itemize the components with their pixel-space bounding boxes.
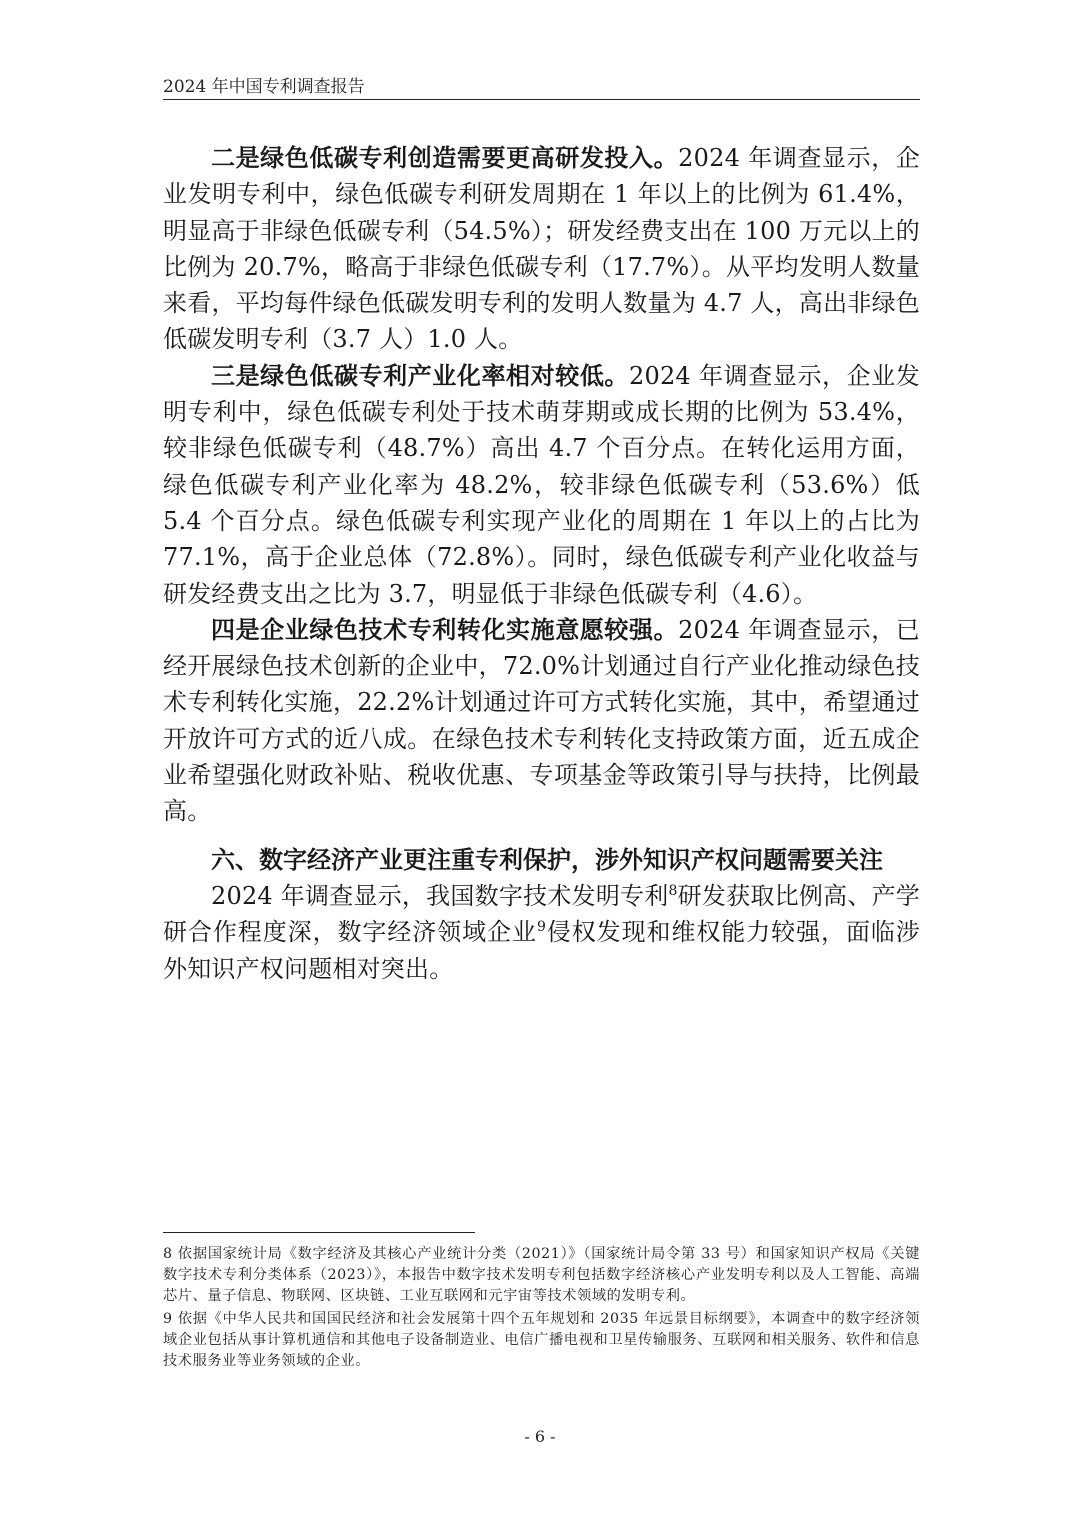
paragraph-green-rd-investment	[163, 140, 920, 358]
footnote-8	[163, 1244, 920, 1307]
section-heading: 六、数字经济产业更注重专利保护，涉外知识产权问题需要关注	[211, 845, 883, 874]
footnote-text: 依据国家统计局《数字经济及其核心产业统计分类（2021）》（国家统计局令第 33 号）和国家知识产权局《关键数字技术专利分类体系（2023）》，本报告中数字技术发明专利包括数字经济核心产业发明专利以及人工智能、高端芯片、量子信息、物联网、区块链、工业互联网和元宇宙等技术领域的发明专利。	[163, 1246, 920, 1304]
paragraph-lead: 二是绿色低碳专利创造需要更高研发投入。	[211, 144, 679, 172]
footnote-divider	[163, 1232, 475, 1233]
paragraph-lead: 三是绿色低碳专利产业化率相对较低。	[211, 361, 629, 390]
paragraph-text: 研发获取比例高、产学研合作程度深，数字经济领域企业	[163, 881, 921, 947]
paragraph-green-transfer-willingness	[163, 612, 920, 830]
paragraph-text: 2024 年调查显示，已经开展绿色技术创新的企业中，72.0%计划通过自行产业化推动绿色技术专利转化实施，22.2%计划通过许可方式转化实施，其中，希望通过开放许可方式的近八成。在绿色技术专利转化支持政策方面，近五成企业希望强化财政补贴、税收优惠、专项基金等政策引导与扶持，比例最高。	[163, 615, 920, 826]
header-divider	[163, 99, 920, 100]
footnotes	[163, 1244, 920, 1374]
paragraph-text: 侵权发现和维权能力较强，面临涉外知识产权问题相对突出。	[163, 918, 921, 983]
paragraph-lead: 四是企业绿色技术专利转化实施意愿较强。	[211, 615, 679, 644]
footnote-ref-8[interactable]: 8	[668, 882, 678, 899]
main-body	[163, 140, 920, 987]
footnote-number: 8	[163, 1246, 173, 1262]
running-header: 2024 年中国专利调查报告	[163, 77, 365, 97]
paragraph-text: 2024 年调查显示，企业发明专利中，绿色低碳专利研发周期在 1 年以上的比例为 61.4%，明显高于非绿色低碳专利（54.5%）；研发经费支出在 100 万元以上的比例为 20.7%，略高于非绿色低碳专利（17.7%）。从平均发明人数量来看，平均每件绿色低碳发明专利的发明人数量为 4.7 人，高出非绿色低碳发明专利（3.7 人）1.0 人。	[163, 144, 920, 354]
footnote-text: 依据《中华人民共和国国民经济和社会发展第十四个五年规划和 2035 年远景目标纲要》，本调查中的数字经济领域企业包括从事计算机通信和其他电子设备制造业、电信广播电视和卫星传输服务、互联网和相关服务、软件和信息技术服务业等业务领域的企业。	[163, 1311, 920, 1369]
page-number: - 6 -	[524, 1427, 556, 1446]
footnote-number: 9	[163, 1311, 173, 1327]
paragraph-text: 2024 年调查显示，我国数字技术发明专利	[211, 881, 669, 910]
paragraph-green-industrialization	[163, 358, 920, 612]
paragraph-digital-economy	[163, 878, 920, 987]
footnote-9	[163, 1309, 920, 1372]
paragraph-text: 2024 年调查显示，企业发明专利中，绿色低碳专利处于技术萌芽期或成长期的比例为 53.4%，较非绿色低碳专利（48.7%）高出 4.7 个百分点。在转化运用方面，绿色低碳专利产业化率为 48.2%，较非绿色低碳专利（53.6%）低 5.4 个百分点。绿色低碳专利实现产业化的周期在 1 年以上的占比为 77.1%，高于企业总体（72.8%）。同时，绿色低碳专利产业化收益与研发经费支出之比为 3.7，明显低于非绿色低碳专利（4.6）。	[163, 361, 920, 608]
footnote-ref-9[interactable]: 9	[536, 919, 547, 936]
